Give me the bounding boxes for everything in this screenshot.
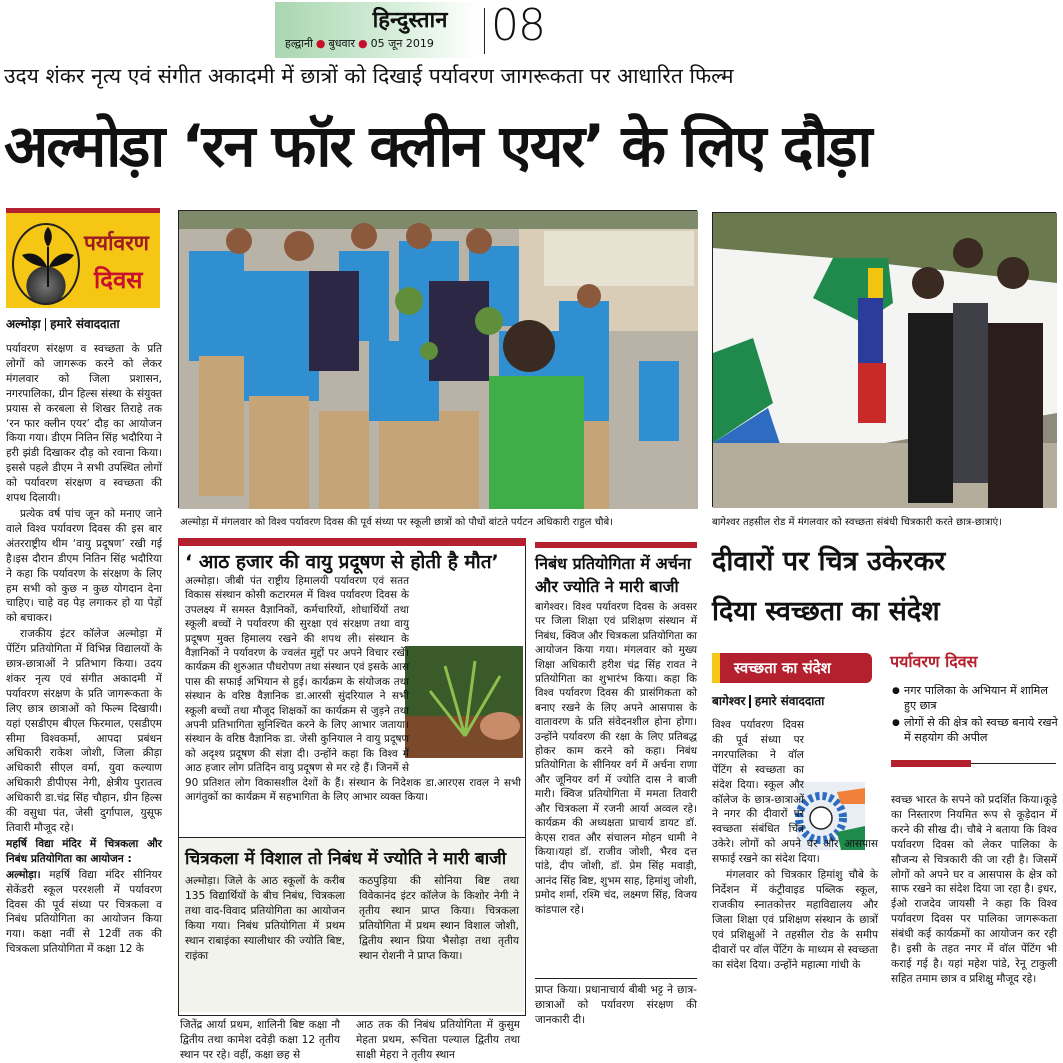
main-dateline <box>6 315 120 332</box>
section-bar <box>178 538 526 546</box>
kicker-headline: उदय शंकर नृत्य एवं संगीत अकादमी में छात्रों को दिखाई पर्यावरण जागरूकता पर आधारित फिल्म <box>4 64 734 88</box>
section-bar <box>535 542 697 548</box>
air-story-text <box>185 574 521 836</box>
sub-paragraph-text: महर्षि विद्या मंदिर सीनियर सेकेंडरी स्कूल पररशली में पर्यावरण दिवस की पूर्व संध्या पर चित्रकला व निबंध प्रतियोगिता का आयोजन किया गया। कक्षा नवीं से 12वीं तक की चित्रकला प्रतियोगिता में कक्षा 12 के <box>6 868 162 956</box>
dateline-place: अल्मोड़ा <box>6 317 41 331</box>
masthead-divider <box>484 8 485 54</box>
highlights-list <box>892 684 1058 748</box>
main-paragraph: पर्यावरण संरक्षण व स्वच्छता के प्रति लोगों को जागरूक करने को लेकर मंगलवार को जिला प्रशासन, नगरपालिका, ग्रीन हिल्स संस्था के संयुक्त प्रयास से करबला से शिखर तिराहे तक ‘रन फार क्लीन एयर’ दौड़ का आयोजन किया गया। डीएम नितिन सिंह भदौरिया ने हरी झंडी दिखाकर दौड़ को रवाना किया।इससे पहले डीएम ने सभी उपस्थित लोगों को पर्यावरण संरक्षण व स्वच्छता की शपथ दिलायी। <box>6 343 162 505</box>
bullet-icon: ● <box>315 37 326 50</box>
column-rule <box>971 763 1056 764</box>
air-story-body: अल्मोड़ा। जीबी पंत राष्ट्रीय हिमालयी पर्यावरण एवं सतत विकास संस्थान कोसी कटारमल में विश्व पर्यावरण दिवस के उपलक्ष्य में समस्त वैज्ञानिकों, कर्मचारियों, शोधार्थियों तथा स्कूली बच्चों ने पर्यावरण की सुरक्षा एवं संरक्षण तथा वायु प्रदूषण मुक्त हिमालय रखने की शपथ ली। संस्थान के वैज्ञानिकों ने पर्यावरण के ज्वलंत मुद्दों पर अपने विचार रखें। कार्यक्रम की शुरुआत पौधरोपण तथा संस्थान एवं इसके आस पास की सफाई अभियान से हुई। कार्यक्रम के संयोजक तथा संस्थान के वरिष्ठ वैज्ञानिक डा.आरसी सुंदरियाल ने सभी स्कूली बच्चों तथा मौजूद शिक्षकों का कार्यक्रम से जुड़ने तथा अपनी प्रतिभागिता सुनिश्चित करने के लिए आभार जताया। संस्थान के वरिष्ठ वैज्ञानिक डा. जेसी कुनियाल ने वायु प्रदूषण को अदृश्य प्रदूषण की संज्ञा दी। उन्होंने कहा कि विश्व में आठ हजार लोग प्रतिदिन वायु प्रदूषण से मर रहे हैं। जिनमें से 90 प्रतिशत लोग विकासशील देशों के हैं। संस्थान के निदेशक डा.आरएस रावल ने सभी आगंतुकों का कार्यक्रम में सहभागिता के लिए आभार व्यक्त किया। <box>185 575 521 804</box>
side-box-title: पर्यावरण दिवस <box>890 652 978 671</box>
column-rule <box>535 978 697 979</box>
wall-paragraph: मंगलवार को चित्रकार हिमांशु चौबे के निर्देशन में कंट्रीवाइड पब्लिक स्कूल, राजकीय स्नातकोत्तर महाविद्यालय और जिला शिक्षा एवं प्रशिक्षण संस्थान के छात्रों एवं प्रशिक्षुओं ने तहसील रोड के समीप दीवारों पर वॉल पेंटिंग के माध्यम से स्वच्छता का संदेश दिया। उन्होंने महात्मा गांधी के <box>712 869 878 971</box>
highlight-item: ● लोगों से की क्षेत्र को स्वच्छ बनाये रखने में सहयोग की अपील <box>892 716 1058 745</box>
cleanliness-tag: स्वच्छता का संदेश <box>720 653 872 683</box>
wall-intro: विश्व पर्यावरण दिवस की पूर्व संध्या पर नगरपालिका ने वॉल पेंटिंग से स्वच्छता का संदेश दिया। स्कूल और कॉलेज के छात्र-छात्राओं ने नगर की दीवारों पर स्वच्छता संबंधित चित्र उकेरे। लोगों को अपने घर और आसपास सफाई रखने का संदेश दिया। <box>712 719 878 866</box>
main-headline: अल्मोड़ा ‘रन फॉर क्लीन एयर’ के लिए दौड़ा <box>4 112 871 180</box>
main-paragraph: राजकीय इंटर कॉलेज अल्मोड़ा में पेंटिंग प्रतियोगिता में विभिन्न विद्यालयों के छात्र-छात्राओं ने प्रतिभाग किया। उदय शंकर नृत्य एवं संगीत अकादमी में पर्यावरण संरक्षण के प्रति जागरूकता के लिए छात्र छात्राओं को फिल्म दिखायी। यहां एसडीएम बीएल फिरमाल, एसडीएम सीमा विश्वकर्मा, आपदा प्रबंधन अधिकारी राकेश जोशी, जिला क्रीड़ा अधिकारी सीएल वर्मा, युवा कल्याण अधिकारी डीपीएस नेगी, क्षेत्रीय पुरातत्व अधिकारी डा.चंद्र सिंह चौहान, ग्रीन हिल्स की वसुधा पंत, जेसी दुर्गापाल, युसूफ तिवारी मौजूद रहे। <box>6 628 162 834</box>
wall-title-line2: दिया स्वच्छता का संदेश <box>712 596 940 627</box>
essay-story-body: बागेश्वर। विश्व पर्यावरण दिवस के अवसर पर जिला शिक्षा एवं प्रशिक्षण संस्थान में निबंध, क्विज और चित्रकला प्रतियोगिता का आयोजन किया गया। मंगलवार को मुख्य शिक्षा अधिकारी हरीश चंद्र सिंह रावत ने प्रतियोगिता का शुभारंभ किया। कहा कि विश्व पर्यावरण दिवस की प्रासंगिकता को बनाए रखने के लिए अपने आसपास के वातावरण के प्रति संवेदनशील होना होगा। उन्होंने पर्यावरण की रक्षा के लिए प्रतिबद्ध होकर काम करने को कहा। निबंध प्रतियोगिता के सीनियर वर्ग में अर्चना राणा और जूनियर वर्ग में ज्योति दास ने बाजी मारी। क्विज प्रतियोगिता में ममता तिवारी और चित्रकला में रजनी आर्या अव्वल रहे। कार्यक्रम की अध्यक्षता प्राचार्य डायट डॉ. केएस रावत और संचालन मोहन धामी ने किया।यहां डॉ. राजीव जोशी, भैरव दत्त पांडे, दीप जोशी, डॉ. प्रेम सिंह मवाड़ी, आनंद सिंह बिष्ट, शुभम साह, हिमांशु जोशी, प्रमोद शर्मा, रश्मि चंद, लक्ष्मण सिंह, विजय कांडपाल रहे। <box>535 601 697 916</box>
dateline-byline: हमारे संवाददाता <box>50 317 120 331</box>
wall-story-headline <box>712 537 1062 637</box>
continued-col3: आठ तक की निबंध प्रतियोगिता में कुसुम मेहता प्रथम, रूचिता पल्याल द्वितीय तथा साक्षी मेहरा ने तृतीय स्थान <box>356 1019 520 1061</box>
dateline-place: बागेश्वर <box>712 694 746 708</box>
dateline-separator <box>45 318 47 331</box>
art-story-col2: कठपुड़िया की सोनिया बिष्ट तथा विवेकानंद इंटर कॉलेज के किशोर नेगी ने तृतीय स्थान प्राप्त किया। चित्रकला प्रतियोगिता में प्रथम स्थान विशाल जोशी, द्वितीय स्थान प्रिया भैसोड़ा तथा तृतीय स्थान रोशनी ने प्राप्त किया। <box>359 875 519 962</box>
dateline-separator <box>749 695 751 708</box>
logo-text-line1: पर्यावरण <box>84 231 149 255</box>
tag-marker <box>712 653 720 683</box>
wall-title-line1: दीवारों पर चित्र उकेरकर <box>712 546 946 577</box>
continued-col2: जितेंद्र आर्या प्रथम, शालिनी बिष्ट कक्षा नौ द्वितीय तथा कामेश दवेड़ी कक्षा 12 तृतीय स्थान पर रहे। वहीं, कक्षा छह से <box>180 1019 340 1061</box>
environment-day-logo <box>6 213 160 308</box>
wall-dateline <box>712 692 824 709</box>
wall-story-col2: स्वच्छ भारत के सपने को प्रदर्शित किया।कूड़े का निस्तारण नियमित रूप से कूड़ेदान में करने की सीख दी। चौबे ने बताया कि विश्व पर्यावरण दिवस को लेकर पालिका के सौजन्य से चित्रकारी की जा रही है। जिसमें लोगों को अपने घर व आसपास के क्षेत्र को साफ रखने का संदेश दिया जा रहा है। इधर, ईओ राजदेव जायसी ने कहा कि विश्व पर्यावरण दिवस पर पालिका जागरूकता संबंधी कई कार्यक्रमों का आयोजन कर रही है। इसी के तहत नगर में वॉल पेंटिंग भी कराई गई है। यहां महेश पांडे, रेनू टाकुली सहित तमाम छात्र व प्रशिक्षु मौजूद रहे। <box>891 794 1057 985</box>
main-paragraph: प्रत्येक वर्ष पांच जून को मनाए जाने वाले विश्व पर्यावरण दिवस की इस बार अंतरराष्ट्रीय थीम ‘वायु प्रदूषण’ रखी गई है।इस दौरान डीएम नितिन सिंह भदौरिया ने कहा कि पर्यावरण के संरक्षण के लिए हम सभी को कुछ न कुछ योगदान देना चाहिए। चाहे वह पेड़ लगाकर हो या पेड़ों को बचाकर। <box>6 507 162 625</box>
bullet-icon: ● <box>358 37 368 50</box>
sub-paragraph <box>6 868 162 957</box>
main-story-body <box>6 342 162 1042</box>
art-story-title: चित्रकला में विशाल तो निबंध में ज्योति ने मारी बाजी <box>185 849 507 869</box>
masthead-day: बुधवार <box>328 37 356 50</box>
masthead-dateline <box>285 36 485 51</box>
dateline-byline: हमारे संवाददाता <box>754 694 825 708</box>
air-pollution-box <box>178 546 526 838</box>
photo2-caption: बागेश्वर तहसील रोड में मंगलवार को स्वच्छता संबंधी चित्रकारी करते छात्र-छात्राएं। <box>712 517 1002 528</box>
logo-text-line2: दिवस <box>94 266 143 294</box>
art-competition-box <box>178 838 526 1016</box>
masthead-city: हल्द्वानी <box>285 37 313 50</box>
photo-students-plants <box>178 210 697 508</box>
essay-story-title: निबंध प्रतियोगिता में अर्चना और ज्योति ने मारी बाजी <box>535 554 691 596</box>
photo1-caption: अल्मोड़ा में मंगलवार को विश्व पर्यावरण दिवस की पूर्व संध्या पर स्कूली छात्रों को पौधों बांटते पर्यटन अधिकारी राहुल चौबे। <box>180 517 614 528</box>
newspaper-name: हिन्दुस्तान <box>372 7 448 33</box>
masthead <box>275 2 545 58</box>
highlight-item: ● नगर पालिका के अभियान में शामिल हुए छात्र <box>892 684 1058 713</box>
air-story-title: ‘ आठ हजार की वायु प्रदूषण से होती है मौत’ <box>185 551 499 573</box>
sub-dateline: अल्मोड़ा। <box>6 868 41 881</box>
art-story-col1: अल्मोड़ा। जिले के आठ स्कूलों के करीब 135 विद्यार्थियों के बीच निबंध, चित्रकला तथा वाद-विवाद प्रतियोगिता का आयोजन किया गया। निबंध प्रतियोगिता में प्रथम स्थान राबाइंका स्यालीधार की ज्योति बिष्ट, राइंका <box>185 875 345 962</box>
plant-coin-icon <box>12 223 80 305</box>
photo-wall-painting <box>712 212 1056 507</box>
main-subhead: महर्षि विद्या मंदिर में चित्रकला और निबंध प्रतियोगिता का आयोजन : <box>6 837 162 865</box>
masthead-date: 05 जून 2019 <box>370 37 434 50</box>
continued-col4: प्राप्त किया। प्रधानाचार्य बीबी भट्ट ने छात्र-छात्राओं को पर्यावरण संरक्षण की जानकारी दी। <box>535 984 697 1026</box>
section-bar <box>891 760 971 767</box>
page-number: 08 <box>491 0 545 51</box>
wall-story-body <box>712 718 878 1048</box>
